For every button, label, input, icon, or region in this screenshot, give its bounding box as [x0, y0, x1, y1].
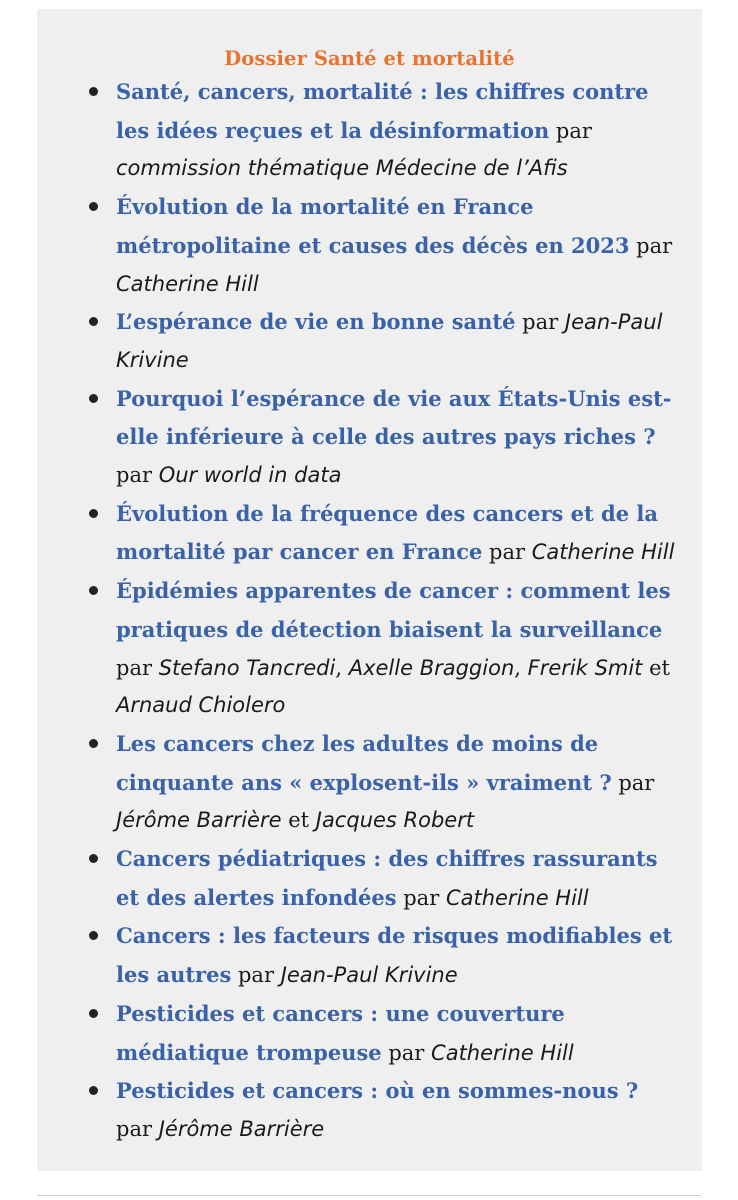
article-link[interactable]: Évolution de la fréquence des cancers et de la mortalité par cancer en France — [116, 500, 658, 565]
article-list — [116, 73, 676, 1149]
author-separator: , — [514, 655, 528, 680]
by-label: par — [636, 233, 673, 258]
article-link[interactable]: Pesticides et cancers : où en sommes-nous ? — [116, 1078, 639, 1104]
bottom-divider — [37, 1195, 701, 1196]
article-link[interactable]: Les cancers chez les adultes de moins de cinquante ans « explosent-ils » vraiment ? — [116, 730, 612, 795]
dossier-title: Dossier Santé et mortalité — [224, 47, 515, 70]
article-link[interactable]: Pesticides et cancers : une couverture médiatique trompeuse — [116, 1000, 565, 1065]
author-name: Axelle Braggion — [348, 655, 515, 680]
author-name: Jérôme Barrière — [116, 808, 282, 833]
list-item — [116, 73, 676, 188]
author-name: Our world in data — [158, 463, 342, 488]
author-name: Jean-Paul Krivine — [280, 963, 458, 988]
bullet-icon — [89, 394, 98, 403]
author-name: commission thématique Médecine de l’Afis — [116, 156, 568, 181]
by-label: par — [116, 463, 153, 488]
author-name: Catherine Hill — [445, 885, 589, 910]
and-label: et — [649, 655, 670, 680]
author-name: Arnaud Chiolero — [116, 693, 286, 718]
list-item — [116, 380, 676, 495]
author-name: Catherine Hill — [116, 271, 259, 296]
dossier-box — [37, 9, 702, 1171]
by-label: par — [403, 885, 440, 910]
list-item — [116, 572, 676, 725]
author-name: Stefano Tancredi — [158, 655, 336, 680]
list-item — [116, 1072, 676, 1148]
bullet-icon — [89, 317, 98, 326]
bullet-icon — [89, 586, 98, 595]
bullet-icon — [89, 931, 98, 940]
bullet-icon — [89, 739, 98, 748]
bullet-icon — [89, 1009, 98, 1018]
by-label: par — [388, 1040, 425, 1065]
article-link[interactable]: Cancers : les facteurs de risques modifiables et les autres — [116, 923, 673, 988]
author-name: Jacques Robert — [315, 808, 475, 833]
by-label: par — [116, 655, 153, 680]
article-link[interactable]: Cancers pédiatriques : des chiffres rassurants et des alertes infondées — [116, 846, 658, 910]
bullet-icon — [89, 87, 98, 96]
bullet-icon — [89, 854, 98, 863]
author-name: Catherine Hill — [531, 540, 675, 565]
list-item — [116, 303, 676, 379]
by-label: par — [618, 770, 655, 795]
bullet-icon — [89, 202, 98, 211]
list-item — [116, 917, 676, 994]
bullet-icon — [89, 1086, 98, 1095]
author-separator: , — [335, 655, 349, 680]
bullet-icon — [89, 509, 98, 518]
author-name: Jérôme Barrière — [158, 1116, 325, 1141]
by-label: par — [237, 963, 274, 988]
article-link[interactable]: L’espérance de vie en bonne santé — [116, 309, 516, 335]
author-name: Catherine Hill — [431, 1040, 574, 1065]
author-name: Jean-Paul Krivine — [116, 310, 663, 372]
by-label: par — [522, 310, 559, 335]
and-label: et — [288, 808, 310, 833]
article-link[interactable]: Pourquoi l’espérance de vie aux États-Unis est-elle inférieure à celle des autres pays riches ? — [116, 385, 672, 450]
by-label: par — [489, 540, 526, 565]
article-link[interactable]: Épidémies apparentes de cancer : comment les pratiques de détection biaisent la surveillance — [116, 578, 671, 642]
article-link[interactable]: Évolution de la mortalité en France métropolitaine et causes des décès en 2023 — [116, 194, 630, 258]
list-item — [116, 188, 676, 303]
list-item — [116, 840, 676, 917]
list-item — [116, 995, 676, 1072]
article-link[interactable]: Santé, cancers, mortalité : les chiffres contre les idées reçues et la désinformation — [116, 79, 649, 143]
list-item — [116, 725, 676, 840]
by-label: par — [555, 118, 592, 143]
by-label: par — [116, 1116, 153, 1141]
author-name: Frerik Smit — [527, 655, 643, 680]
list-item — [116, 495, 676, 572]
